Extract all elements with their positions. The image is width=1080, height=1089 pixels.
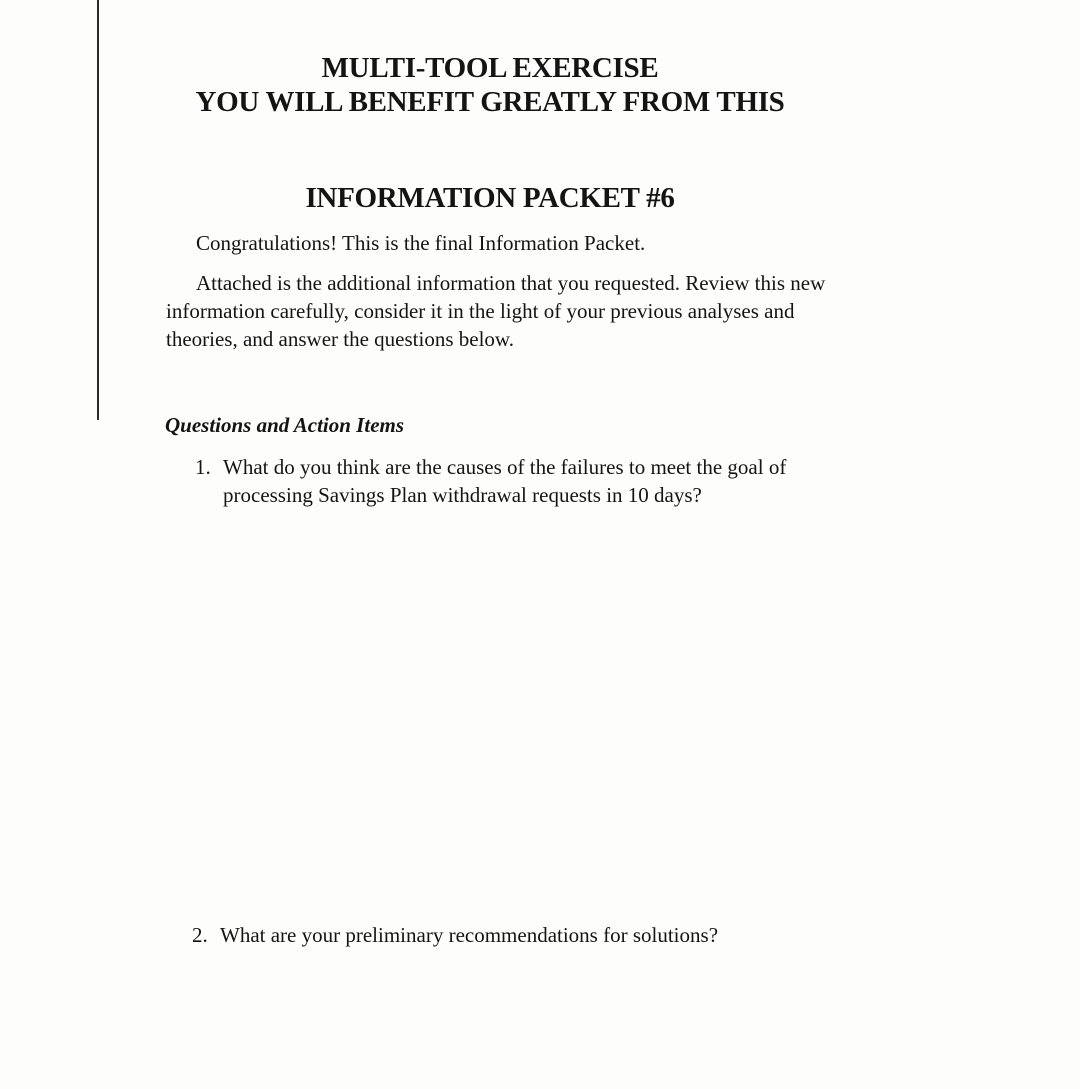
- exercise-subtitle: YOU WILL BENEFIT GREATLY FROM THIS: [195, 86, 785, 118]
- section-heading: Questions and Action Items: [165, 413, 405, 437]
- exercise-title: MULTI-TOOL EXERCISE: [321, 52, 659, 84]
- instructions-paragraph: Attached is the additional information that you requested. Review this new information carefully, consider it in the light of your previous analyses and theories, and answer the questions below.: [166, 271, 826, 351]
- packet-title: INFORMATION PACKET #6: [305, 182, 675, 214]
- question-text: What are your preliminary recommendations for solutions?: [220, 923, 719, 947]
- question-number: 1.: [195, 455, 211, 479]
- intro-paragraph: Congratulations! This is the final Information Packet.: [196, 231, 646, 255]
- question-number: 2.: [192, 923, 208, 947]
- question-1: [195, 453, 835, 509]
- question-text: What do you think are the causes of the failures to meet the goal of processing Savings Plan withdrawal requests in 10 days?: [223, 455, 787, 507]
- question-2: [192, 921, 892, 949]
